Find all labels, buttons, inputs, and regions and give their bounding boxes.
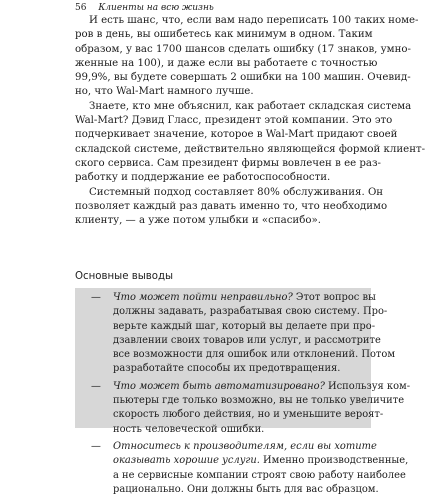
text-line: подчеркивает значение, которое в Wal-Mart придают своей [75,129,398,141]
text-line: скорость любого действия, но и уменьшите вероят- [113,409,384,421]
text-line: образом, у вас 1700 шансов сделать ошибку (17 знаков, умно- [75,43,411,55]
text-line: рационально. Они должны быть для вас образцом. [113,483,379,495]
summary-emphasis: Что может быть автоматизировано? [113,380,325,392]
text-line: позволяет каждый раз давать именно то, что необходимо [75,200,388,212]
text-line: Wal-Mart? Дэвид Гласс, президент этой компании. Это это [75,115,393,127]
text-line: ров в день, вы ошибетесь как минимум в одном. Таким [75,29,373,41]
text-line: пьютеры где только возможно, вы не только увеличите [113,395,405,407]
text-line: все возможности для ошибок или отклонений. Потом [113,349,396,361]
text-line: Системный подход составляет 80% обслуживания. Он [89,186,384,198]
paragraph-1 [75,14,419,100]
running-head-title: Клиенты на всю жизнь [98,3,214,13]
text-line: Знаете, кто мне объяснил, как работает складская система [89,100,412,112]
summary-emphasis: Что может пойти неправильно? [113,292,293,303]
text-line: должны задавать, разрабатывая свою систему. Про- [113,306,388,318]
text-line: работку и поддержание ее работоспособности. [75,172,331,184]
summary-item [91,380,410,437]
paragraph-3 [75,186,388,229]
summary-item [91,291,410,377]
text-line: дзавлении своих товаров или услуг, и рассмотрите [113,334,381,346]
text-line: а не сервисные компании строят свою работу наиболее [113,469,406,481]
text-line: клиенту, — а уже потом улыбки и «спасибо». [75,215,321,227]
dash-bullet: — [91,440,101,452]
dash-bullet: — [91,292,101,303]
text-line: ность человеческой ошибки. [113,423,265,435]
paragraph-2 [75,100,425,186]
summary-item [91,440,410,497]
summary-text-part: Используя ком- [324,380,411,392]
text-line: разработайте способы их предотвращения. [113,363,341,375]
summary-emphasis: Относитесь к производителям, если вы хотите [113,440,377,452]
text-line: складской системе, действительно являющейся формой клиент- [75,143,425,155]
page-number: 56 [75,3,87,13]
dash-bullet: — [91,380,101,392]
section-heading: Основные выводы [75,271,174,282]
text-line: женные на 100), и даже если вы работаете с точностью [75,57,378,69]
text-line: но, что Wal-Mart намного лучше. [75,86,254,98]
summary-emphasis: оказывать хорошие услуги. [113,455,260,467]
body-text [75,14,425,228]
summary-text-part: Этот вопрос вы [292,292,376,303]
text-line: верьте каждый шаг, который вы делаете при про- [113,320,376,332]
text-line: 99,9%, вы будете совершать 2 ошибки на 100 машин. Очевид- [75,72,411,84]
running-head [75,3,214,14]
text-line: И есть шанс, что, если вам надо переписать 100 таких номе- [89,15,419,26]
text-line: ского сервиса. Сам президент фирмы вовлечен в ее раз- [75,157,381,169]
summary-list [91,291,410,500]
summary-text-part: Именно производственные, [259,455,409,467]
